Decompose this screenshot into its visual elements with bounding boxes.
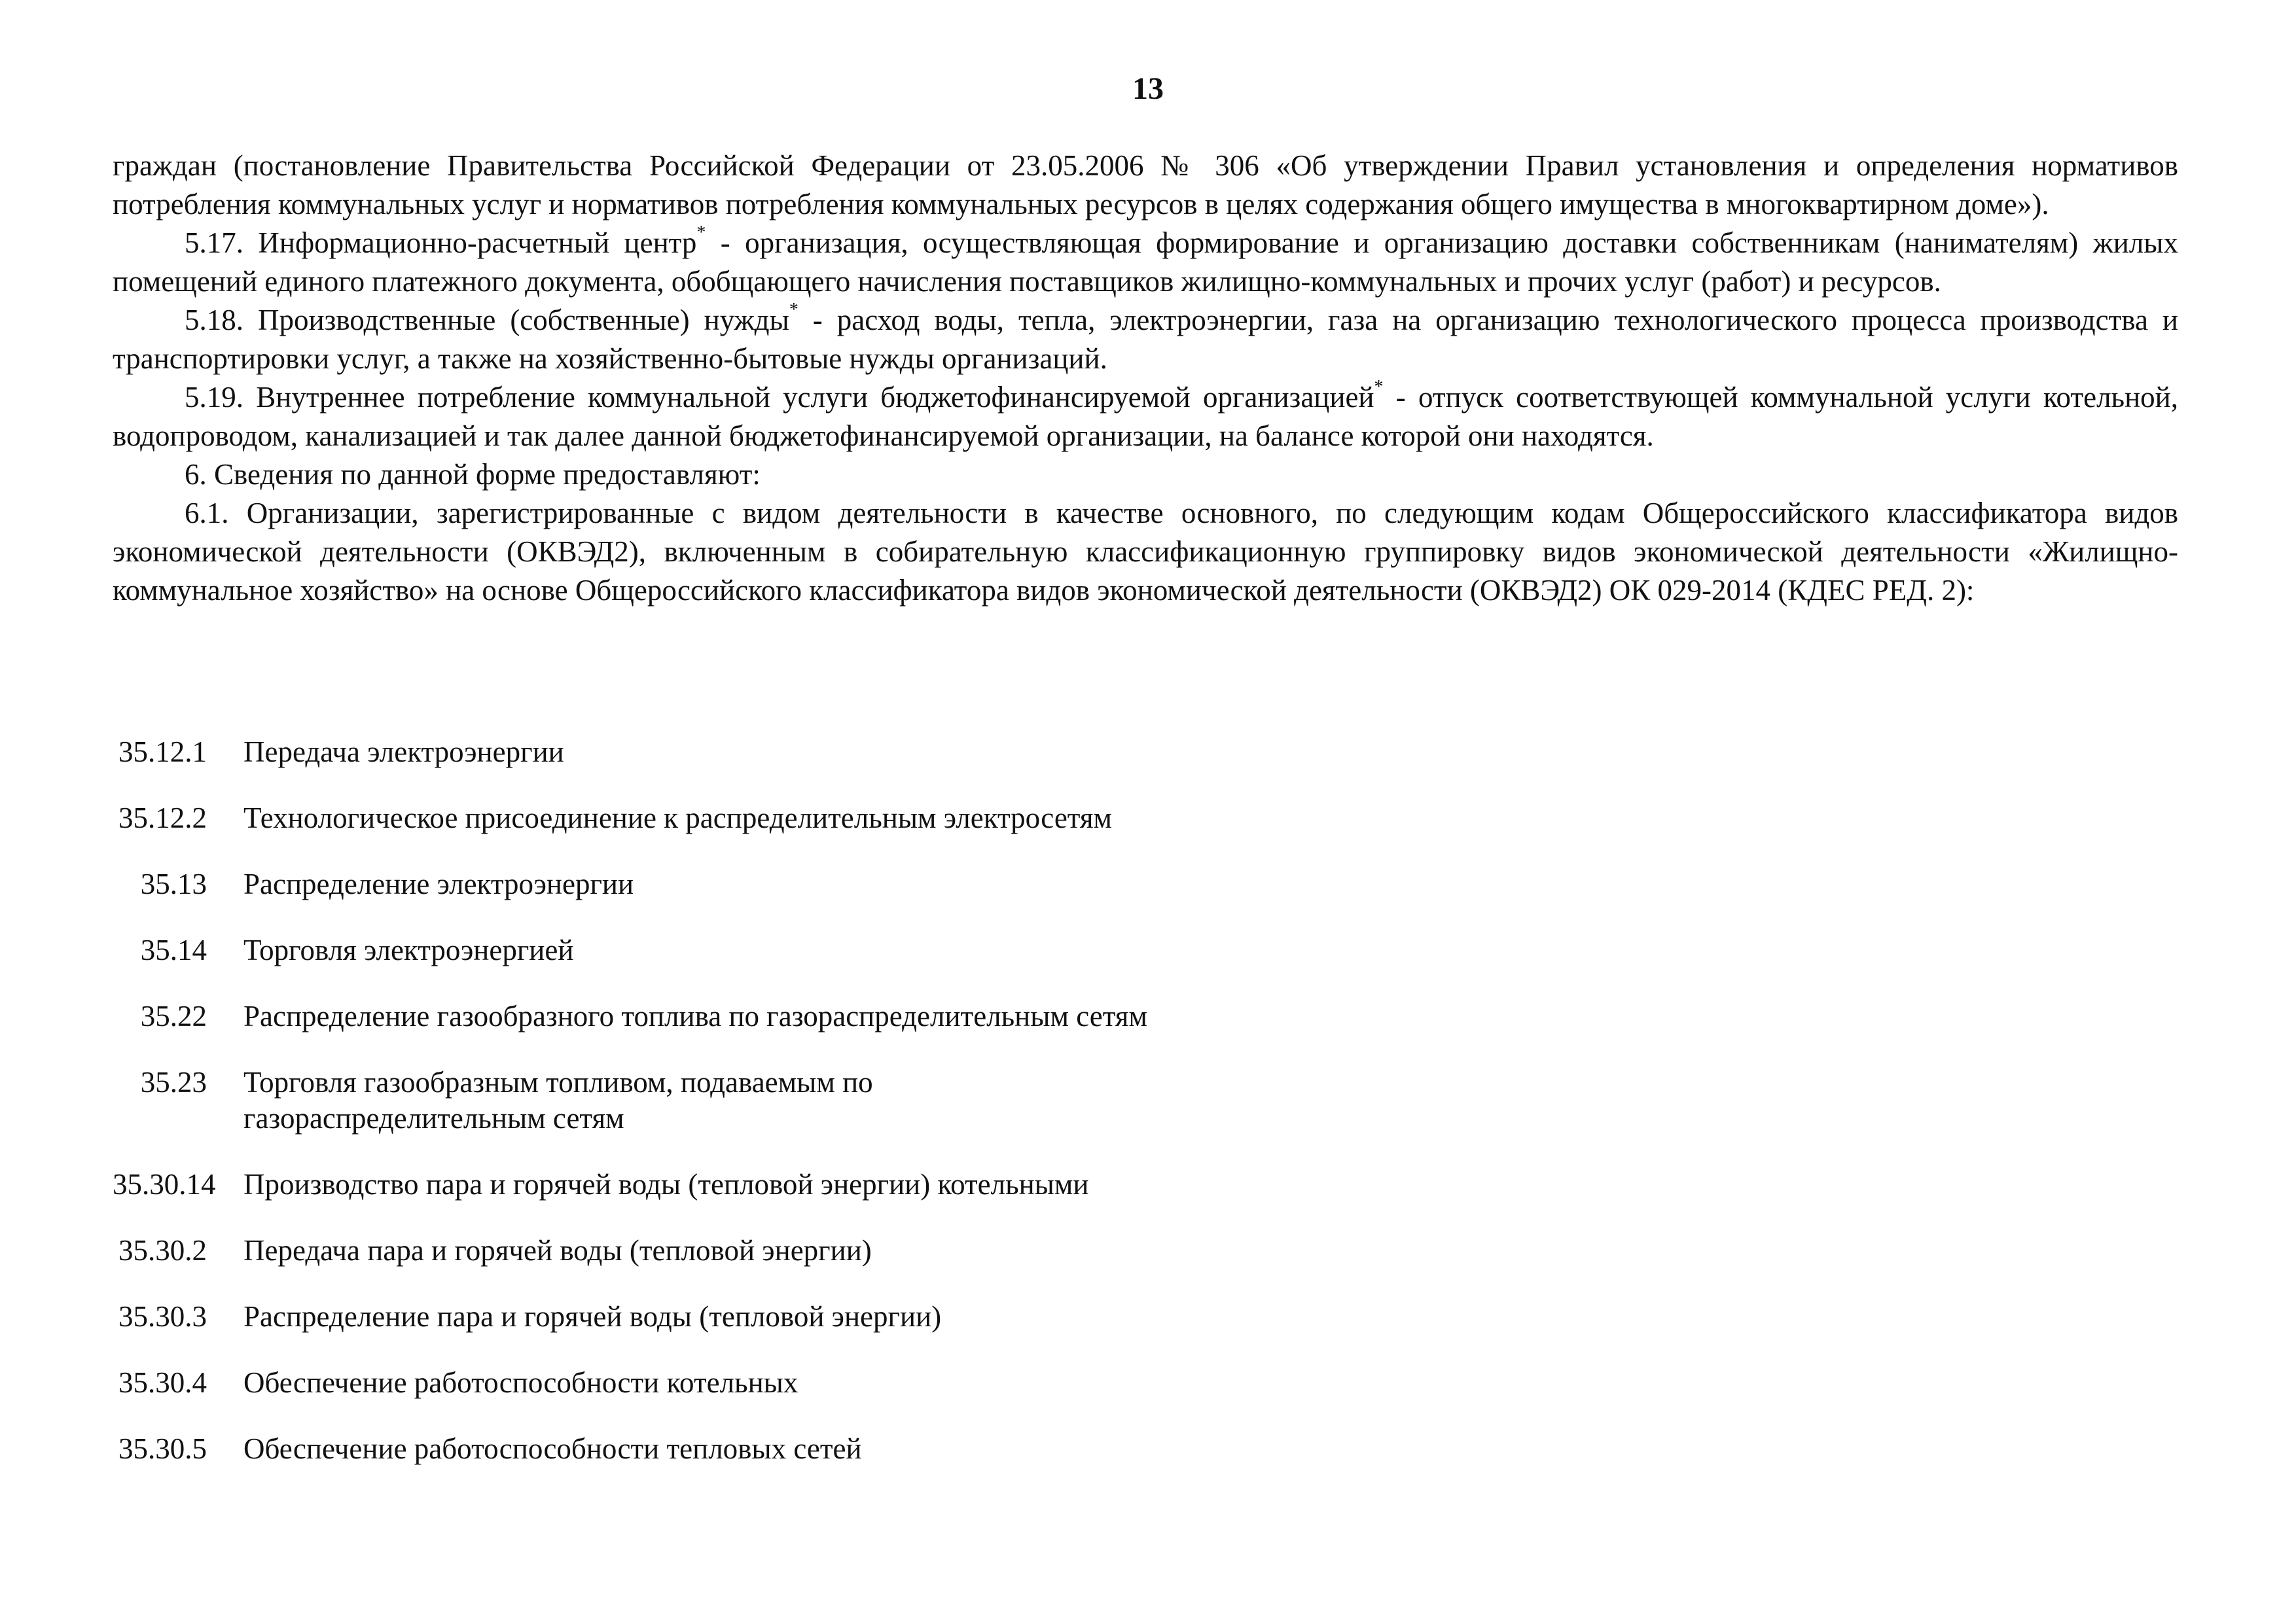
okved-code: 35.30.14 <box>113 1168 216 1201</box>
okved-code: 35.12.2 <box>118 802 207 834</box>
okved-description: Торговля газообразным топливом, подаваемым по газораспределительным сетям <box>243 1066 873 1135</box>
okved-code-list <box>113 734 1683 1497</box>
okved-code: 35.30.3 <box>118 1300 207 1333</box>
okved-code-row <box>113 800 1683 836</box>
paragraph-text: 5.18. Производственные (собственные) нужды <box>185 304 789 336</box>
okved-code-row <box>113 1299 1683 1335</box>
okved-description: Передача пара и горячей воды (тепловой энергии) <box>243 1234 872 1267</box>
footnote-asterisk: * <box>789 300 798 320</box>
okved-code-row <box>113 1365 1683 1401</box>
okved-code-row <box>113 998 1683 1034</box>
paragraph-6 <box>113 455 2178 494</box>
paragraph-text: граждан (постановление Правительства Российской Федерации от 23.05.2006 № 306 «Об утверждении Правил установления и определения нормативов потребления коммунальных услуг и нормативов потребления коммунальных ресурсов в целях содержания общего имущества в многоквартирном доме»). <box>113 149 2178 221</box>
okved-code: 35.30.5 <box>118 1432 207 1465</box>
okved-code: 35.14 <box>140 934 207 966</box>
okved-description: Торговля электроэнергией <box>243 934 574 966</box>
okved-code-row <box>113 1065 1683 1137</box>
paragraph-text: 6. Сведения по данной форме предоставляют: <box>185 458 761 491</box>
paragraph-5-17 <box>113 224 2178 301</box>
okved-code-row <box>113 1167 1683 1203</box>
okved-description: Передача электроэнергии <box>243 735 564 768</box>
okved-code: 35.12.1 <box>118 735 207 768</box>
paragraph-text: 5.19. Внутреннее потребление коммунальной услуги бюджетофинансируемой организацией <box>185 381 1374 414</box>
paragraph-continuation <box>113 147 2178 224</box>
paragraph-text: - расход воды, тепла, электроэнергии, газа на организацию технологического процесса производства и транспортировки услуг, а также на хозяйственно-бытовые нужды организаций. <box>113 304 2178 375</box>
okved-code: 35.30.2 <box>118 1234 207 1267</box>
okved-code: 35.22 <box>140 1000 207 1033</box>
paragraph-text: 6.1. Организации, зарегистрированные с видом деятельности в качестве основного, по следующим кодам Общероссийского классификатора видов экономической деятельности (ОКВЭД2), включенным в собирательную классификационную группировку видов экономической деятельности «Жилищно-коммунальное хозяйство» на основе Общероссийского классификатора видов экономической деятельности (ОКВЭД2) ОК 029-2014 (КДЕС РЕД. 2): <box>113 497 2178 607</box>
document-body <box>113 147 2178 610</box>
okved-code-row <box>113 932 1683 968</box>
okved-description: Обеспечение работоспособности котельных <box>243 1366 798 1399</box>
okved-code-row <box>113 866 1683 902</box>
okved-description: Технологическое присоединение к распределительным электросетям <box>243 802 1113 834</box>
okved-code: 35.23 <box>140 1066 207 1099</box>
paragraph-6-1 <box>113 494 2178 610</box>
okved-code-row <box>113 1431 1683 1467</box>
okved-description: Распределение газообразного топлива по газораспределительным сетям <box>243 1000 1147 1033</box>
okved-description: Обеспечение работоспособности тепловых сетей <box>243 1432 862 1465</box>
paragraph-text: 5.17. Информационно-расчетный центр <box>185 226 697 259</box>
paragraph-5-18 <box>113 301 2178 378</box>
okved-description: Распределение пара и горячей воды (тепловой энергии) <box>243 1300 942 1333</box>
okved-code-row <box>113 1233 1683 1269</box>
okved-code-row <box>113 734 1683 770</box>
footnote-asterisk: * <box>1374 377 1384 397</box>
paragraph-5-19 <box>113 378 2178 455</box>
page-number: 13 <box>1132 71 1164 106</box>
footnote-asterisk: * <box>696 222 706 243</box>
okved-description: Производство пара и горячей воды (тепловой энергии) котельными <box>243 1168 1089 1201</box>
okved-code: 35.30.4 <box>118 1366 207 1399</box>
okved-description: Распределение электроэнергии <box>243 868 634 900</box>
paragraph-text: - отпуск соответствующей коммунальной услуги котельной, водопроводом, канализацией и так далее данной бюджетофинансируемой организации, на балансе которой они находятся. <box>113 381 2178 452</box>
okved-code: 35.13 <box>140 868 207 900</box>
paragraph-text: - организация, осуществляющая формирование и организацию доставки собственникам (нанимателям) жилых помещений единого платежного документа, обобщающего начисления поставщиков жилищно-коммунальных и прочих услуг (работ) и ресурсов. <box>113 226 2179 298</box>
